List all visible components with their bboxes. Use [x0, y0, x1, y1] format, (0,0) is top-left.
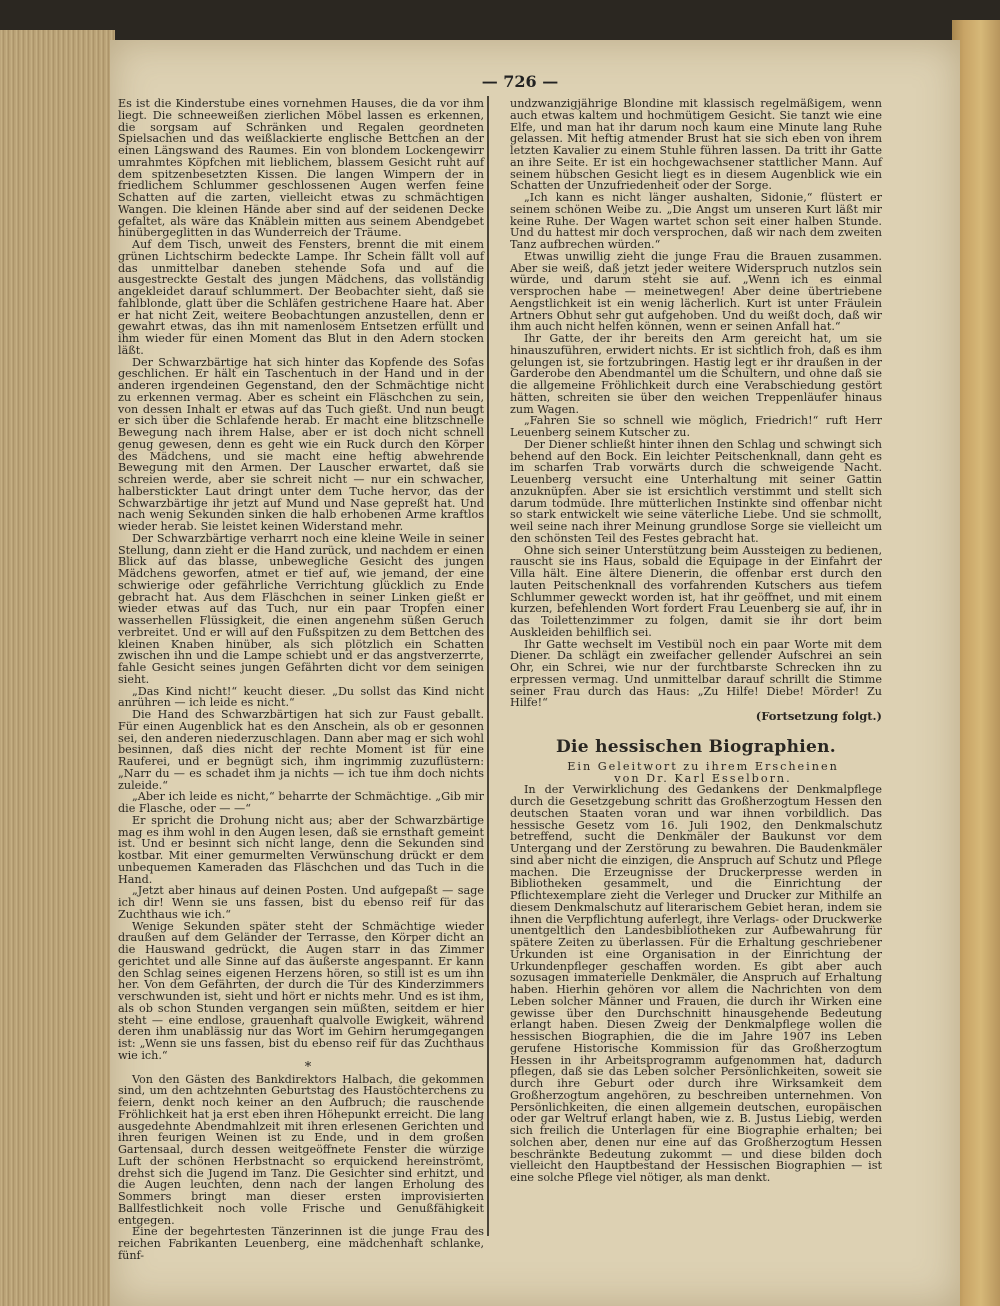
left-paragraph: „Aber ich leide es nicht,“ beharrte der Schmächtige. „Gib mir die Flasche, oder — —“: [118, 790, 484, 815]
right-paragraph: „Fahren Sie so schnell wie möglich, Friedrich!“ ruft Herr Leuenberg seinem Kutscher zu.: [510, 414, 882, 439]
book-page-stack-left: [0, 30, 115, 1306]
left-paragraph: Eine der begehrtesten Tänzerinnen ist die junge Frau des reichen Fabrikanten Leuenberg, eine mädchenhaft schlanke, fünf-: [118, 1225, 484, 1262]
left-paragraph: Wenige Sekunden später steht der Schmächtige wieder draußen auf dem Geländer der Terrasse, den Körper dicht an die Hauswand gedrückt, die Augen starr in das Zimmer gerichtet und alle Sinne auf das äußerste angespannt. Er kann den Schlag seines eigenen Herzens hören, so still ist es um ihn her. Von dem Gefährten, der durch die Tür des Kinderzimmers verschwunden ist, sieht und hört er nichts mehr. Und es ist ihm, als ob schon Stunden vergangen sein müßten, seitdem er hier steht — eine endlose, grauenhaft qualvolle Ewigkeit, während deren ihm unablässig nur das Wort im Gehirn herumgegangen ist: „Wenn sie uns fassen, bist du ebenso reif für das Zuchthaus wie ich.“: [118, 919, 484, 1062]
article-subtitle: Ein Geleitwort zu ihrem Erscheinen: [567, 759, 839, 773]
left-column: [118, 98, 484, 1262]
right-column: [510, 98, 882, 1184]
left-paragraph: Von den Gästen des Bankdirektors Halbach, die gekommen sind, um den achtzehnten Geburtstag des Haustöchterchens zu feiern, denkt noch keiner an den Aufbruch; die rauschende Fröhlichkeit hat ja erst eben ihren Höhepunkt erreicht. Die lang ausgedehnte Abendmahlzeit mit ihren erlesenen Gerichten und ihren feurigen Weinen ist zu Ende, und in dem großen Gartensaal, durch dessen weitgeöffnete Fenster die würzige Luft der schönen Herbstnacht so erquickend hereinströmt, drehst sich die Jugend im Tanz. Die Gesichter sind erhitzt, und die Augen leuchten, denn nach der langen Erholung des Sommers bringt man dieser ersten improvisierten Ballfestlichkeit noch volle Frische und Genußfähigkeit entgegen.: [118, 1072, 484, 1227]
column-divider: [487, 96, 489, 1236]
right-paragraph: „Ich kann es nicht länger aushalten, Sidonie,“ flüstert er seinem schönen Weibe zu. „Die Angst um unseren Kurt läßt mir keine Ruhe. Der Wagen wartet schon seit einer halben Stunde. Und du hattest mir doch versprochen, daß wir nach dem zweiten Tanz aufbrechen würden.“: [510, 191, 882, 251]
right-paragraph: Ihr Gatte wechselt im Vestibül noch ein paar Worte mit dem Diener. Da schlägt ein zweifacher gellender Aufschrei an sein Ohr, ein Schrei, wie nur der furchtbarste Schrecken ihn zu erpressen vermag. Und unmittelbar darauf schrillt die Stimme seiner Frau durch das Haus: „Zu Hilfe! Diebe! Mörder! Zu Hilfe!“: [510, 637, 882, 710]
left-paragraph: Er spricht die Drohung nicht aus; aber der Schwarzbärtige mag es ihm wohl in den Augen lesen, daß sie ernsthaft gemeint ist. Und er besinnt sich nicht lange, denn die Sekunden sind kostbar. Mit einer gemurmelten Verwünschung drückt er dem unbequemen Kameraden das Fläschchen und das Tuch in die Hand.: [118, 813, 484, 886]
left-paragraph: „Das Kind nicht!“ keucht dieser. „Du sollst das Kind nicht anrühren — ich leide es nicht.“: [118, 684, 484, 710]
right-paragraph: Ihr Gatte, der ihr bereits den Arm gereicht hat, um sie hinauszuführen, erwidert nichts. Er ist sichtlich froh, daß es ihm gelungen ist, sie fortzubringen. Hastig legt er ihr draußen in der Garderobe den Abendmantel um die Schultern, und ohne daß sie die allgemeine Fröhlichkeit durch eine Verabschiedung gestört hätten, schreiten sie über den weichen Treppenläufer hinaus zum Wagen.: [510, 332, 882, 416]
right-paragraph: Ohne sich seiner Unterstützung beim Aussteigen zu bedienen, rauscht sie ins Haus, sobald die Equipage in der Einfahrt der Villa hält. Eine ältere Dienerin, die offenbar erst durch den lauten Peitschenknall des vorfahrenden Kutschers aus tiefem Schlummer geweckt worden ist, hat ihr geöffnet, und mit einem kurzen, befehlenden Wort fordert Frau Leuenberg sie auf, ihr in das Toilettenzimmer zu folgen, damit sie ihr dort beim Auskleiden behilflich sei.: [510, 543, 882, 639]
right-paragraph: undzwanzigjährige Blondine mit klassisch regelmäßigem, wenn auch etwas kaltem und hochmütigem Gesicht. Sie tanzt wie eine Elfe, und man hat ihr darum noch kaum eine Minute lang Ruhe gelassen. Mit heftig atmender Brust hat sie sich eben von ihrem letzten Kavalier zu einem Stuhle führen lassen. Da tritt ihr Gatte an ihre Seite. Er ist ein hochgewachsener stattlicher Mann. Auf seinem hübschen Gesicht liegt es in diesem Augenblick wie ein Schatten der Unzufriedenheit oder der Sorge.: [510, 97, 882, 193]
article-title: Die hessischen Biographien.: [555, 736, 836, 757]
right-paragraph: Der Diener schließt hinter ihnen den Schlag und schwingt sich behend auf den Bock. Ein leichter Peitschenknall, dann geht es im scharfen Trab vorwärts durch die schweigende Nacht. Leuenberg versucht eine Unterhaltung mit seiner Gattin anzuknüpfen. Aber sie ist ersichtlich verstimmt und stellt sich darum todmüde. Ihre mütterlichen Instinkte sind offenbar nicht so stark entwickelt wie seine väterliche Liebe. Und sie schmollt, weil seine nach ihrer Meinung grundlose Sorge sie vielleicht um den schönsten Teil des Festes gebracht hat.: [510, 437, 882, 545]
left-paragraph: Es ist die Kinderstube eines vornehmen Hauses, die da vor ihm liegt. Die schneeweißen zierlichen Möbel lassen es erkennen, die sorgsam auf Schränken und Regalen geordneten Spielsachen und das weißlackierte englische Bettchen an der einen Längswand des Raumes. Ein von blondem Lockengewirr umrahmtes Köpfchen mit lieblichem, blassem Gesicht ruht auf dem spitzenbesetzten Kissen. Die langen Wimpern der in friedlichem Schlummer geschlossenen Augen werfen feine Schatten auf die zarten, vielleicht etwas zu schmächtigen Wangen. Die kleinen Hände aber sind auf der seidenen Decke gefaltet, als wäre das Knäblein mitten aus seinem Abendgebet hinübergeglitten in das Wunderreich der Träume.: [118, 97, 484, 240]
right-paragraph: Etwas unwillig zieht die junge Frau die Brauen zusammen. Aber sie weiß, daß jetzt jeder weitere Widerspruch nutzlos sein würde, und darum steht sie auf. „Wenn ich es einmal versprochen habe — meinetwegen! Aber deine übertriebene Aengstlichkeit ist ein wenig lächerlich. Kurt ist unter Fräulein Artners Obhut sehr gut aufgehoben. Und du weißt doch, daß wir ihm auch nicht helfen können, wenn er seinen Anfall hat.“: [510, 249, 882, 334]
continued-note: (Fortsetzung folgt.): [755, 709, 882, 723]
article-paragraph: In der Verwirklichung des Gedankens der Denkmalpflege durch die Gesetzgebung schritt das Großherzogtum Hessen den deutschen Staaten voran und war ihnen vorbildlich. Das hessische Gesetz vom 16. Juli 1902, den Denkmalschutz betreffend, sucht die Denkmäler der Baukunst vor dem Untergang und der Zerstörung zu bewahren. Die Baudenkmäler sind aber nicht die einzigen, die Anspruch auf Schutz und Pflege machen. Die Erzeugnisse der Druckerpresse werden in Bibliotheken gesammelt, und die Einrichtung der Pflichtexemplare zieht die Verleger und Drucker zur Mithilfe an diesem Denkmalschutz auf literarischem Gebiet heran, indem sie ihnen die Verpflichtung auferlegt, ihre Verlags- oder Druckwerke unentgeltlich den Landesbibliotheken zur Aufbewahrung für spätere Zeiten zu überlassen. Für die Erhaltung geschriebener Urkunden ist eine Organisation in der Einrichtung der Urkundenpfleger geschaffen worden. Es gibt aber auch sozusagen immaterielle Denkmäler, die Anspruch auf Erhaltung haben. Hierhin gehören vor allem die Nachrichten von dem Leben solcher Männer und Frauen, die durch ihr Wirken eine gewisse über den Durchschnitt hinausgehende Bedeutung erlangt haben. Diesen Zweig der Denkmalpflege wollen die hessischen Biographien, die die im Jahre 1907 ins Leben gerufene Historische Kommission für das Großherzogtum Hessen in ihr Arbeitsprogramm aufgenommen hat, dadurch pflegen, daß sie das Leben solcher Persönlichkeiten, soweit sie durch ihre Geburt oder durch ihre Wirksamkeit dem Großherzogtum angehören, zu beschreiben unternehmen. Von Persönlichkeiten, die einen allgemein deutschen, europäischen oder gar Weltruf erlangt haben, wie z. B. Justus Liebig, werden sich freilich die Unterlagen für eine Biographie erhalten; bei solchen aber, denen nur eine auf das Großherzogtum Hessen beschränkte Bedeutung zukommt — und diese bilden doch vielleicht den Hauptbestand der Hessischen Biographien — ist eine solche Pflege viel nötiger, als man denkt.: [510, 783, 882, 1184]
article-author: von Dr. Karl Esselborn.: [614, 771, 792, 785]
left-paragraph: Die Hand des Schwarzbärtigen hat sich zur Faust geballt. Für einen Augenblick hat es den Anschein, als ob er gesonnen sei, den anderen niederzuschlagen. Dann aber mag er sich wohl besinnen, daß dies nicht der rechte Moment ist für eine Rauferei, und er begnügt sich, ihm ingrimmig zuzuflüstern: „Narr du — es schadet ihm ja nichts — ich tue ihm doch nichts zuleide.“: [118, 708, 484, 792]
section-separator: *: [304, 1059, 312, 1075]
left-paragraph: Der Schwarzbärtige hat sich hinter das Kopfende des Sofas geschlichen. Er hält ein Taschentuch in der Hand und in der anderen irgendeinen Gegenstand, den der Schmächtige nicht zu erkennen vermag. Aber es scheint ein Fläschchen zu sein, von dessen Inhalt er etwas auf das Tuch gießt. Und nun beugt er sich über die Schlafende herab. Er macht eine blitzschnelle Bewegung nach ihrem Halse, aber er ist doch nicht schnell genug gewesen, denn es geht wie ein Ruck durch den Körper des Mädchens, und sie macht eine heftig abwehrende Bewegung mit den Armen. Der Lauscher erwartet, daß sie schreien werde, aber sie schreit nicht — nur ein schwacher, halberstickter Laut dringt unter dem Tuche hervor, das der Schwarzbärtige ihr jetzt auf Mund und Nase gepreßt hat. Und nach wenig Sekunden sinken die halb erhobenen Arme kraftlos wieder herab. Sie leistet keinen Widerstand mehr.: [118, 355, 484, 533]
page-number: — 726 —: [481, 72, 559, 91]
left-paragraph: Auf dem Tisch, unweit des Fensters, brennt die mit einem grünen Lichtschirm bedeckte Lampe. Ihr Schein fällt voll auf das unmittelbar daneben stehende Sofa und auf die ausgestreckte Gestalt des jungen Mädchens, das vollständig angekleidet darauf schlummert. Der Beobachter sieht, daß sie fahlblonde, glatt über die Schläfen gestrichene Haare hat. Aber er hat nicht Zeit, weitere Beobachtungen anzustellen, denn er gewahrt etwas, das ihn mit namenlosem Entsetzen erfüllt und ihm wieder für einen Moment das Blut in den Adern stocken läßt.: [118, 238, 484, 357]
left-paragraph: „Jetzt aber hinaus auf deinen Posten. Und aufgepaßt — sage ich dir! Wenn sie uns fassen, bist du ebenso reif für das Zuchthaus wie ich.“: [118, 884, 484, 921]
left-paragraph: Der Schwarzbärtige verharrt noch eine kleine Weile in seiner Stellung, dann zieht er die Hand zurück, und nachdem er einen Blick auf das blasse, unbewegliche Gesicht des jungen Mädchens geworfen, atmet er tief auf, wie jemand, der eine schwierige oder gefährliche Verrichtung glücklich zu Ende gebracht hat. Aus dem Fläschchen in seiner Linken gießt er wieder etwas auf das Tuch, nur ein paar Tropfen einer wasserhellen Flüssigkeit, die einen angenehm süßen Geruch verbreitet. Und er will auf den Fußspitzen zu dem Bettchen des kleinen Knaben hinüber, als sich plötzlich ein Schatten zwischen ihn und die Lampe schiebt und er das angstverzerrte, fahle Gesicht seines jungen Gefährten dicht vor dem seinigen sieht.: [118, 531, 484, 686]
